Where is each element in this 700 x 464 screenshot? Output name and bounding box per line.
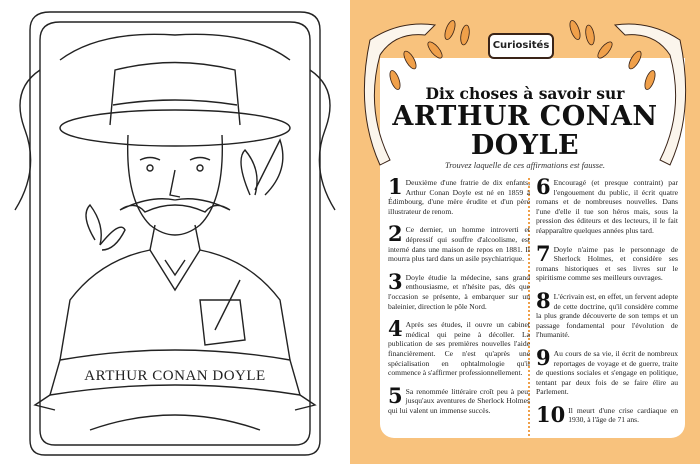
subtitle: Trouvez laquelle de ces affirmations est fausse. [445, 160, 605, 170]
fact-number: 7 [536, 240, 551, 266]
fact-item [388, 174, 530, 216]
fact-number: 10 [536, 401, 566, 427]
fact-item [388, 221, 530, 264]
fact-item [536, 344, 678, 397]
page-title: ARTHUR CONAN DOYLE [392, 101, 658, 161]
fact-item [388, 268, 530, 311]
fact-text: Deuxième d'une fratrie de dix enfants, Arthur Conan Doyle est né en 1859 à Édimbourg, d'une mère érudite et d'un père illustrateur de renom. [388, 178, 530, 216]
fact-number: 9 [536, 344, 551, 370]
fact-text: Doyle étudie la médecine, sans grand enthousiasme, et n'hésite pas, dès que l'occasion se présente, à embarquer sur un baleinier, direction le pôle Nord. [388, 272, 530, 311]
fact-text: Il meurt d'une crise cardiaque en 1930, à l'âge de 71 ans. [568, 405, 678, 425]
column-right [536, 174, 678, 434]
article-page [350, 0, 700, 464]
fact-number: 1 [388, 174, 403, 199]
fact-text: L'écrivain est, en effet, un fervent adepte de cette doctrine, qu'il considère comme la plus grande découverte de son temps et un passage fondamental pour l'évolution de l'humanité. [536, 291, 678, 340]
fact-item [388, 316, 530, 378]
fact-text: Doyle n'aime pas le personnage de Sherlock Holmes, et considère ses romans historiques et ses livres sur le spiritisme comme ses meilleurs ouvrages. [536, 244, 678, 283]
fact-number: 5 [388, 382, 403, 408]
fact-text: Sa renommée littéraire croît peu à peu, jusqu'aux aventures de Sherlock Holmes qui lui valent un immense succès. [388, 386, 530, 415]
fact-text: Après ses études, il ouvre un cabinet médical qui peine à décoller. La publication de ses premières nouvelles l'aide financièrement. Ce n'est qu'après une spécialisation en ophtalmologie qu'il commence à s'affirmer professionnellement. [388, 320, 530, 378]
fact-item [388, 382, 530, 416]
portrait-banner-label: ARTHUR CONAN DOYLE [84, 368, 266, 384]
fact-number: 2 [388, 221, 403, 247]
title-line-1: Dix choses à savoir sur [425, 84, 625, 103]
fact-text: Au cours de sa vie, il écrit de nombreux reportages de voyage et de guerre, traite de questions sociales et s'engage en politique, tentant par deux fois de se faire élire au Parlement. [536, 348, 678, 397]
fact-item [536, 174, 678, 236]
fact-number: 3 [388, 268, 403, 294]
fact-text: Ce dernier, un homme introverti et dépressif qui souffre d'alcoolisme, est interné dans une maison de repos en 1881. Il mourra plus tard dans un asile psychiatrique. [388, 225, 530, 264]
fact-number: 6 [536, 174, 551, 199]
fact-item [536, 287, 678, 340]
section-tag: Curiosités [488, 33, 554, 59]
column-left [388, 174, 530, 424]
fact-number: 8 [536, 287, 551, 313]
fact-text: Encouragé (et presque contraint) par l'engouement du public, il écrit quatre romans et de nombreuses nouvelles. Dans l'une d'elle il tue son héros mais, sous la pression des éditeurs et des lecteurs, il le fait réapparaître quelques années plus tard. [536, 178, 678, 235]
fact-item [536, 401, 678, 427]
fact-number: 4 [388, 316, 403, 342]
fact-item [536, 240, 678, 283]
